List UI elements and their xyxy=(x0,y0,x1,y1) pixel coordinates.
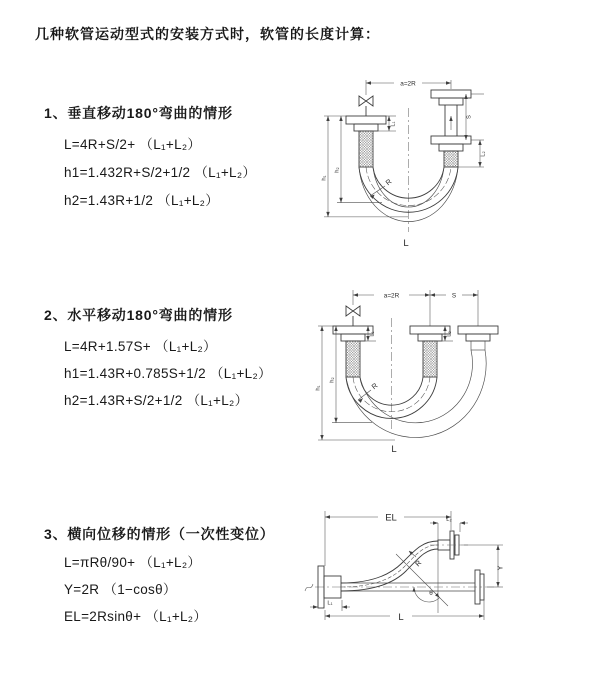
dim-label-l: L xyxy=(391,444,397,455)
dimension-h2 xyxy=(330,326,373,423)
section-2-heading: 2、水平移动180°弯曲的情形 xyxy=(44,307,233,323)
dim-label-s: S xyxy=(466,115,473,119)
dimension-s xyxy=(430,293,478,300)
dim-label-r: R xyxy=(369,380,380,392)
page-title: 几种软管运动型式的安装方式时，软管的长度计算： xyxy=(35,26,380,42)
dim-label-l1: L₁ xyxy=(390,121,397,127)
dim-label-s: S xyxy=(451,292,457,300)
dim-label-l2: L₂ xyxy=(480,151,487,157)
dimension-a2r xyxy=(366,80,451,95)
dimension-h2 xyxy=(335,116,383,203)
braid-hatch xyxy=(346,341,360,377)
dim-label-l: L xyxy=(403,238,409,249)
dim-label-l: L xyxy=(398,612,404,623)
formula-line: L=πRθ/90+ （L₁+L₂） xyxy=(64,555,202,570)
diagram-horizontal-180-bend-drawing xyxy=(310,280,582,468)
dimension-el xyxy=(325,511,451,569)
dimension-l2 xyxy=(437,326,453,341)
dim-label-y: Y xyxy=(495,565,505,571)
dim-label-el: EL xyxy=(385,512,397,524)
diagram-vertical-180-bend xyxy=(310,70,582,258)
left-pipe-fitting xyxy=(333,326,373,377)
dim-label-l2: L₂ xyxy=(446,331,453,337)
dimension-l2 xyxy=(430,517,468,613)
dim-label-h1: h₁ xyxy=(315,385,322,391)
diagram-lateral-displacement-drawing xyxy=(298,490,600,672)
hose-s-curve xyxy=(341,541,438,591)
diagram-vertical-180-bend-drawing xyxy=(310,70,582,258)
dimension-l1 xyxy=(360,326,376,341)
formula-line: L=4R+1.57S+ （L₁+L₂） xyxy=(64,339,217,354)
dim-label-r: R xyxy=(383,176,394,188)
dimension-a2r xyxy=(353,290,478,326)
middle-pipe-fitting xyxy=(410,326,450,377)
dimension-s xyxy=(464,94,484,140)
diagram-lateral-displacement xyxy=(298,490,600,672)
formula-line: EL=2Rsinθ+ （L₁+L₂） xyxy=(64,609,208,624)
dim-label-theta: θ xyxy=(429,590,433,597)
valve-icon xyxy=(346,306,360,326)
formula-line: h2=1.43R+S/2+1/2 （L₁+L₂） xyxy=(64,393,249,408)
formula-line: L=4R+S/2+ （L₁+L₂） xyxy=(64,137,202,152)
dim-label-l1: L₁ xyxy=(327,600,333,607)
dim-label-r: R xyxy=(413,558,424,569)
right-pipe-fitting xyxy=(458,326,498,350)
formula-line: Y=2R （1−cosθ） xyxy=(64,582,177,597)
angle-theta xyxy=(396,554,448,606)
braid-hatch xyxy=(423,341,437,377)
hose-u-bend xyxy=(346,377,437,418)
braid-hatch xyxy=(359,131,373,167)
dim-label-l2: L₂ xyxy=(446,517,452,523)
dim-label-a2r: a=2R xyxy=(400,80,416,88)
dimension-l xyxy=(325,598,484,623)
dimension-y xyxy=(461,545,505,587)
dim-label-h2: h₂ xyxy=(334,167,341,173)
left-pipe-fitting xyxy=(346,116,386,167)
dim-label-h1: h₁ xyxy=(321,175,328,181)
dim-label-a2r: a=2R xyxy=(383,292,400,300)
dim-label-h2: h₂ xyxy=(329,377,336,383)
formula-line: h1=1.432R+S/2+1/2 （L₁+L₂） xyxy=(64,165,257,180)
radius-leader xyxy=(370,177,393,199)
braid-hatch xyxy=(444,151,458,167)
section-1-heading: 1、垂直移动180°弯曲的情形 xyxy=(44,105,233,121)
formula-line: h2=1.43R+1/2 （L₁+L₂） xyxy=(64,193,220,208)
section-3-heading: 3、横向位移的情形（一次性变位） xyxy=(44,526,275,542)
diagram-horizontal-180-bend xyxy=(310,280,582,468)
dimension-l1 xyxy=(310,600,350,611)
valve-icon xyxy=(359,96,373,116)
formula-line: h1=1.43R+0.785S+1/2 （L₁+L₂） xyxy=(64,366,272,381)
right-pipe-fitting xyxy=(431,90,471,167)
dim-label-l1: L₁ xyxy=(369,331,376,337)
dimension-l1 xyxy=(373,116,397,131)
